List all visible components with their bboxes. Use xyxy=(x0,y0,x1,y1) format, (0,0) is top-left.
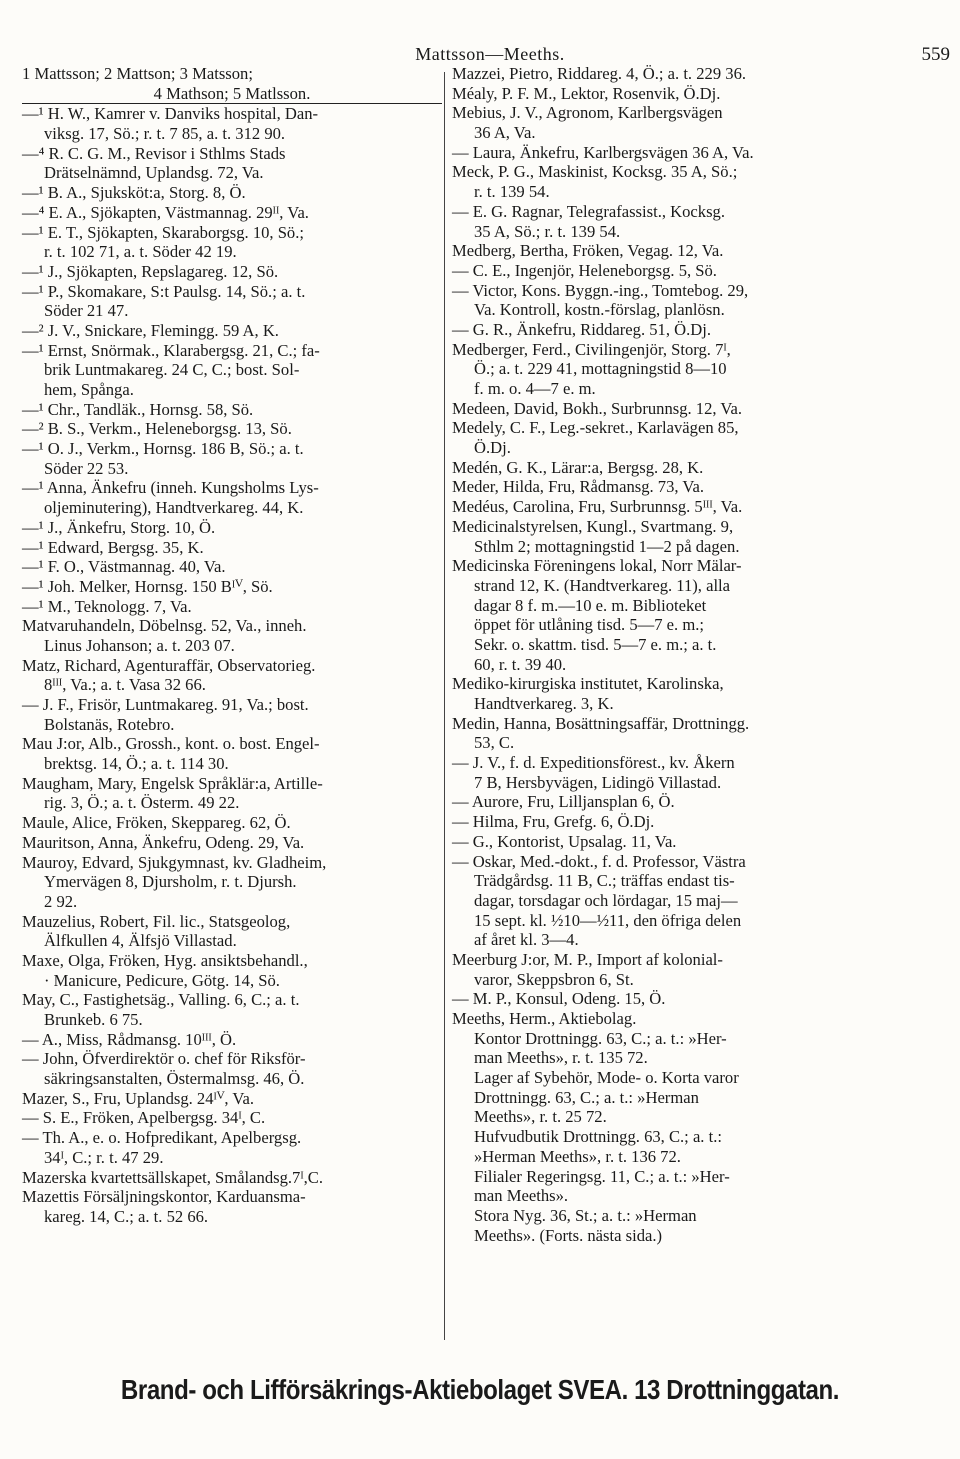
directory-line: dagar, torsdagar och lördagar, 15 maj— xyxy=(474,890,738,910)
directory-line: —¹ F. O., Västmannag. 40, Va. xyxy=(22,557,226,577)
directory-line: r. t. 139 54. xyxy=(474,182,550,202)
directory-line: Maugham, Mary, Engelsk Språklär:a, Artille- xyxy=(22,773,323,793)
directory-line: öppet för utlåning tisd. 5—7 e. m.; xyxy=(474,615,704,635)
directory-line: Mediko-kirurgiska institutet, Karolinska, xyxy=(452,674,724,694)
directory-line: Meck, P. G., Maskinist, Kocksg. 35 A, Sö.; xyxy=(452,162,738,182)
directory-line: Mauritson, Anna, Änkefru, Odeng. 29, Va. xyxy=(22,832,305,852)
running-head: Mattsson—Meeths. xyxy=(415,44,565,64)
directory-line: Ö.; a. t. 229 41, mottagningstid 8—10 xyxy=(474,359,727,379)
directory-line: — Victor, Kons. Byggn.-ing., Tomtebog. 29, xyxy=(452,280,749,300)
directory-line: Meeths, Herm., Aktiebolag. xyxy=(452,1009,637,1028)
directory-line: Medeen, David, Bokh., Surbrunnsg. 12, Va. xyxy=(452,398,743,418)
directory-line: kareg. 14, C.; a. t. 52 66. xyxy=(44,1206,209,1226)
directory-line: — C. E., Ingenjör, Heleneborgsg. 5, Sö. xyxy=(452,260,717,280)
directory-line: Mazerska kvartettsällskapet, Smålandsg.7ᴵ,C. xyxy=(22,1167,324,1187)
directory-line: 36 A, Va. xyxy=(474,123,536,143)
directory-line: Mau J:or, Alb., Grossh., kont. o. bost. Engel- xyxy=(22,734,320,754)
directory-line: —¹ Anna, Änkefru (inneh. Kungsholms Lys- xyxy=(22,478,319,498)
directory-line: — E. G. Ragnar, Telegrafassist., Kocksg. xyxy=(452,201,725,221)
directory-line: dagar 8 f. m.—10 e. m. Biblioteket xyxy=(474,595,707,615)
directory-line: —¹ Ernst, Snörmak., Klarabergsg. 21, C.; fa- xyxy=(22,340,320,360)
directory-line: Meeths», r. t. 25 72. xyxy=(474,1107,607,1127)
directory-line: Medberger, Ferd., Civilingenjör, Storg. 7ᴵ, xyxy=(452,339,731,359)
directory-line: 1 Mattsson; 2 Mattson; 3 Matsson; xyxy=(22,64,253,83)
directory-line: May, C., Fastighetsäg., Valling. 6, C.; a. t. xyxy=(22,990,300,1010)
directory-line: Medberg, Bertha, Fröken, Vegag. 12, Va. xyxy=(452,241,724,261)
directory-line: — A., Miss, Rådmansg. 10ᴵᴵᴵ, Ö. xyxy=(22,1029,237,1049)
column-divider xyxy=(444,72,445,1340)
directory-line: Linus Johanson; a. t. 203 07. xyxy=(44,635,235,655)
left-column xyxy=(22,64,442,1227)
directory-line: —² J. V., Snickare, Flemingg. 59 A, K. xyxy=(22,320,279,340)
directory-line: Drätselnämnd, Uplandsg. 72, Va. xyxy=(44,163,264,183)
directory-line: brik Luntmakareg. 24 C, C.; bost. Sol- xyxy=(44,360,300,380)
right-column xyxy=(452,64,882,1245)
directory-line: Bolstanäs, Rotebro. xyxy=(44,714,175,734)
directory-line: Drottningg. 63, C.; a. t.: »Herman xyxy=(474,1087,699,1107)
directory-line: Mauzelius, Robert, Fil. lic., Statsgeolog, xyxy=(22,911,291,931)
directory-line: Medicinska Föreningens lokal, Norr Mälar- xyxy=(452,556,742,576)
directory-line: — Laura, Änkefru, Karlbergsvägen 36 A, Va. xyxy=(452,142,754,162)
directory-line: Matvaruhandeln, Döbelnsg. 52, Va., inneh. xyxy=(22,616,307,636)
directory-line: — Aurore, Fru, Lilljansplan 6, Ö. xyxy=(452,792,675,812)
directory-line: viksg. 17, Sö.; r. t. 7 85, a. t. 312 90. xyxy=(44,124,286,144)
directory-line: strand 12, K. (Handtverkareg. 11), alla xyxy=(474,575,731,595)
directory-line: —¹ Joh. Melker, Hornsg. 150 Bᴵⱽ, Sö. xyxy=(22,576,273,596)
directory-line: —¹ Edward, Bergsg. 35, K. xyxy=(22,537,204,557)
directory-line: —¹ E. T., Sjökapten, Skaraborgsg. 10, Sö.; xyxy=(22,222,304,242)
directory-line: Medéus, Carolina, Fru, Surbrunnsg. 5ᴵᴵᴵ, Va. xyxy=(452,497,743,517)
directory-line: 2 92. xyxy=(44,891,78,911)
directory-line: Meder, Hilda, Fru, Rådmansg. 73, Va. xyxy=(452,477,705,497)
directory-line: Sekr. o. skattm. tisd. 5—7 e. m.; a. t. xyxy=(474,634,717,654)
directory-line: Medicinalstyrelsen, Kungl., Svartmang. 9, xyxy=(452,516,734,536)
directory-line: —⁴ E. A., Sjökapten, Västmannag. 29ᴵᴵ, Va. xyxy=(22,202,309,222)
directory-line: r. t. 102 71, a. t. Söder 42 19. xyxy=(44,242,237,262)
directory-line: Sthlm 2; mottagningstid 1—2 på dagen. xyxy=(474,536,740,556)
directory-line: Maule, Alice, Fröken, Skeppareg. 62, Ö. xyxy=(22,813,291,833)
directory-line: — G., Kontorist, Upsalag. 11, Va. xyxy=(452,831,677,851)
directory-line: — G. R., Änkefru, Riddareg. 51, Ö.Dj. xyxy=(452,319,712,339)
directory-line: 60, r. t. 39 40. xyxy=(474,654,567,674)
directory-line: Mazettis Försäljningskontor, Karduansma- xyxy=(22,1187,306,1207)
directory-line: varor, Skeppsbron 6, St. xyxy=(474,969,634,989)
directory-line: brektsg. 14, Ö.; a. t. 114 30. xyxy=(44,754,229,774)
directory-line: — M. P., Konsul, Odeng. 15, Ö. xyxy=(452,989,666,1009)
directory-line: »Herman Meeths», r. t. 136 72. xyxy=(474,1146,681,1166)
directory-line: —¹ B. A., Sjuksköt:a, Storg. 8, Ö. xyxy=(22,183,246,203)
directory-line: man Meeths». xyxy=(474,1186,569,1206)
directory-line: af året kl. 3—4. xyxy=(474,930,579,950)
directory-line: — Oskar, Med.-dokt., f. d. Professor, Västra xyxy=(452,851,746,871)
directory-line: hem, Spånga. xyxy=(44,380,134,399)
directory-line: säkringsanstalten, Östermalmsg. 46, Ö. xyxy=(44,1069,305,1089)
directory-line: Ö.Dj. xyxy=(474,438,511,458)
directory-line: — Hilma, Fru, Grefg. 6, Ö.Dj. xyxy=(452,812,655,832)
directory-line: —¹ Chr., Tandläk., Hornsg. 58, Sö. xyxy=(22,399,254,419)
directory-line: f. m. o. 4—7 e. m. xyxy=(474,379,596,398)
directory-line: 7 B, Hersbyvägen, Lidingö Villastad. xyxy=(474,772,722,792)
directory-line: Mauroy, Edvard, Sjukgymnast, kv. Gladheim, xyxy=(22,852,327,872)
directory-line: — Th. A., e. o. Hofpredikant, Apelbergsg. xyxy=(22,1128,302,1148)
directory-line: Ymervägen 8, Djursholm, r. t. Djursh. xyxy=(44,872,297,892)
directory-line: —¹ P., Skomakare, S:t Paulsg. 14, Sö.; a. t. xyxy=(22,281,306,301)
directory-line: — John, Öfverdirektör o. chef för Riksför- xyxy=(22,1049,306,1069)
directory-line: —¹ H. W., Kamrer v. Danviks hospital, Dan- xyxy=(22,104,319,124)
directory-line: 34ᴵ, C.; r. t. 47 29. xyxy=(44,1147,164,1167)
directory-line: oljeminutering), Handtverkareg. 44, K. xyxy=(44,498,304,518)
directory-line: Filialer Regeringsg. 11, C.; a. t.: »Her- xyxy=(474,1166,730,1186)
directory-line: Mebius, J. V., Agronom, Karlbergsvägen xyxy=(452,103,723,123)
directory-line: Lager af Sybehör, Mode- o. Korta varor xyxy=(474,1068,739,1088)
directory-line: Va. Kontroll, kostn.-förslag, planlösn. xyxy=(474,300,725,320)
directory-line: —² B. S., Verkm., Heleneborgsg. 13, Sö. xyxy=(22,419,292,439)
directory-line: Handtverkareg. 3, K. xyxy=(474,694,614,713)
directory-line: Älfkullen 4, Älfsjö Villastad. xyxy=(44,931,237,951)
footer-banner: Brand- och Lifförsäkrings-Aktiebolaget SVEA. 13 Drottninggatan. xyxy=(120,1374,840,1405)
directory-line: Söder 21 47. xyxy=(44,301,129,321)
directory-line: Maxe, Olga, Fröken, Hyg. ansiktsbehandl., xyxy=(22,950,308,970)
directory-line: man Meeths», r. t. 135 72. xyxy=(474,1048,648,1068)
directory-line: Hufvudbutik Drottningg. 63, C.; a. t.: xyxy=(474,1127,722,1147)
directory-line: 15 sept. kl. ½10—½11, den öfriga delen xyxy=(474,910,742,930)
directory-line: Medén, G. K., Lärar:a, Bergsg. 28, K. xyxy=(452,457,704,477)
directory-line: Meeths». (Forts. nästa sida.) xyxy=(474,1225,663,1245)
directory-line: 53, C. xyxy=(474,733,515,753)
directory-line: Matz, Richard, Agenturaffär, Observatorieg. xyxy=(22,655,316,675)
directory-line: Stora Nyg. 36, St.; a. t.: »Herman xyxy=(474,1205,697,1225)
directory-line: Brunkeb. 6 75. xyxy=(44,1010,143,1029)
page-number: 559 xyxy=(921,44,950,65)
directory-line: Medin, Hanna, Bosättningsaffär, Drottningg. xyxy=(452,713,750,733)
directory-line: 8ᴵᴵᴵ, Va.; a. t. Vasa 32 66. xyxy=(44,675,206,695)
directory-line: Trädgårdsg. 11 B, C.; träffas endast tis- xyxy=(474,871,735,891)
directory-line: — J. V., f. d. Expeditionsförest., kv. Åkern xyxy=(452,753,735,773)
directory-line: —¹ J., Sjökapten, Repslagareg. 12, Sö. xyxy=(22,261,279,281)
directory-line: Mazer, S., Fru, Uplandsg. 24ᴵⱽ, Va. xyxy=(22,1088,255,1108)
directory-line: · Manicure, Pedicure, Götg. 14, Sö. xyxy=(44,970,280,990)
directory-line: Méaly, P. F. M., Lektor, Rosenvik, Ö.Dj. xyxy=(452,83,721,103)
directory-line: 4 Mathson; 5 Matlsson. xyxy=(22,84,442,105)
directory-line: — S. E., Fröken, Apelbergsg. 34ᴵ, C. xyxy=(22,1108,266,1128)
directory-line: —¹ J., Änkefru, Storg. 10, Ö. xyxy=(22,517,216,537)
directory-line: Meerburg J:or, M. P., Import af kolonial- xyxy=(452,949,723,969)
directory-line: — J. F., Frisör, Luntmakareg. 91, Va.; bost. xyxy=(22,695,309,714)
directory-line: Söder 22 53. xyxy=(44,458,129,478)
directory-line: Kontor Drottningg. 63, C.; a. t.: »Her- xyxy=(474,1028,727,1048)
directory-line: —¹ O. J., Verkm., Hornsg. 186 B, Sö.; a. t. xyxy=(22,439,304,459)
directory-line: Mazzei, Pietro, Riddareg. 4, Ö.; a. t. 229 36. xyxy=(452,64,747,83)
directory-line: 35 A, Sö.; r. t. 139 54. xyxy=(474,221,621,241)
directory-line: —¹ M., Teknologg. 7, Va. xyxy=(22,596,192,616)
directory-line: rig. 3, Ö.; a. t. Österm. 49 22. xyxy=(44,793,240,813)
directory-line: —⁴ R. C. G. M., Revisor i Sthlms Stads xyxy=(22,143,286,163)
directory-line: Medely, C. F., Leg.-sekret., Karlavägen 85, xyxy=(452,418,739,438)
